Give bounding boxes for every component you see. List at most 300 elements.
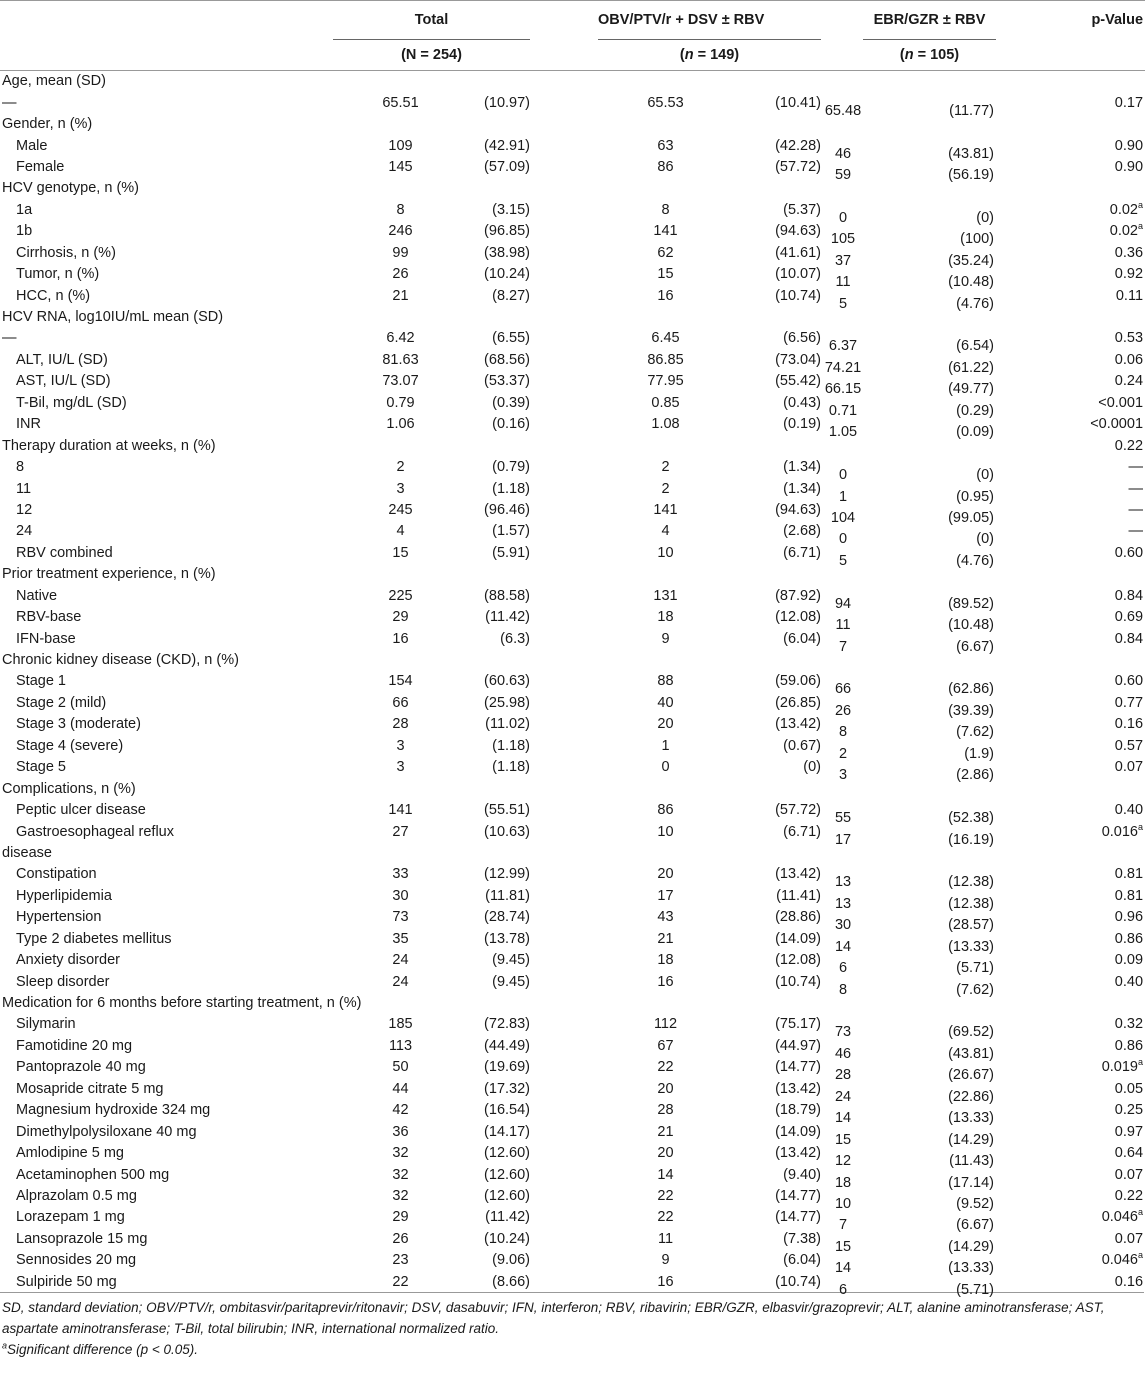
table-row — [0, 392, 1145, 413]
empty-cell — [733, 306, 821, 327]
spacer-cell — [530, 1164, 598, 1185]
row-label: Chronic kidney disease (CKD), n (%) — [2, 652, 239, 669]
obv-pct: (1.34) — [783, 480, 822, 497]
ebr-pct: (11.43) — [949, 1153, 995, 1170]
p-value — [996, 564, 1145, 585]
spacer-cell — [530, 671, 598, 692]
total-pct: (14.17) — [484, 1123, 530, 1140]
total-n: 26 — [392, 1230, 409, 1247]
ebr-n: 15 — [834, 1131, 852, 1148]
row-label: Peptic ulcer disease — [16, 802, 146, 819]
total-n: 33 — [392, 866, 409, 883]
ebr-values — [834, 585, 996, 612]
empty-cell — [468, 778, 530, 799]
obv-n: 22 — [657, 1209, 674, 1226]
ebr-n: 46 — [834, 1045, 852, 1062]
ebr-values — [834, 1164, 996, 1191]
spacer-cell — [530, 242, 598, 263]
ebr-pct: (43.81) — [948, 1045, 995, 1062]
ebr-values — [834, 821, 996, 848]
spacer-cell — [293, 628, 333, 649]
obv-pct: (73.04) — [775, 351, 822, 368]
spacer-cell — [293, 1078, 333, 1099]
table-row — [0, 628, 1145, 649]
total-pct: (11.02) — [485, 716, 530, 733]
obv-n: 0.85 — [651, 394, 680, 411]
ebr-pct: (0.29) — [956, 402, 995, 419]
spacer-cell — [530, 1121, 598, 1142]
p-value — [996, 1121, 1145, 1142]
ebr-values — [838, 949, 996, 977]
row-label: Complications, n (%) — [2, 780, 136, 797]
p-value — [996, 1164, 1145, 1185]
p-value-text: 0.22 — [1114, 1187, 1144, 1204]
spacer-cell — [530, 1228, 598, 1249]
p-value-text: 0.90 — [1114, 137, 1144, 154]
obv-n: 20 — [657, 1080, 674, 1097]
p-value-text: — — [1128, 523, 1144, 540]
ebr-values — [834, 1142, 996, 1170]
obv-n: 18 — [657, 952, 674, 969]
spacer-cell — [293, 649, 333, 670]
total-n: 245 — [388, 501, 413, 518]
empty-cell — [530, 564, 598, 585]
row-label: Stage 2 (mild) — [16, 694, 107, 711]
table-row — [0, 949, 1145, 970]
empty-cell — [333, 435, 468, 456]
total-n: 81.63 — [382, 351, 419, 368]
ebr-values — [824, 371, 996, 398]
total-pct: (16.54) — [484, 1102, 530, 1119]
ebr-values — [830, 221, 996, 248]
p-value — [996, 649, 1145, 670]
table-row — [0, 1228, 1145, 1249]
ebr-n: 55 — [834, 810, 852, 827]
p-value — [996, 671, 1145, 692]
ebr-values — [834, 799, 996, 827]
spacer-cell — [530, 949, 598, 970]
total-n: 8 — [396, 201, 405, 218]
ebr-values — [828, 414, 996, 441]
spacer-cell — [293, 242, 333, 263]
obv-n: 86 — [657, 158, 674, 175]
spacer-cell — [293, 971, 333, 992]
empty-cell — [733, 778, 821, 799]
row-label: Prior treatment experience, n (%) — [2, 566, 216, 583]
ebr-n: 13 — [834, 874, 852, 891]
row-label: Acetaminophen 500 mg — [16, 1166, 170, 1183]
spacer-cell — [293, 1185, 333, 1206]
total-n: 21 — [392, 287, 409, 304]
empty-cell — [733, 564, 821, 585]
spacer-cell — [293, 928, 333, 949]
obv-n: 141 — [653, 501, 678, 518]
ebr-pct: (100) — [960, 231, 995, 248]
total-n: 141 — [388, 802, 413, 819]
table-row — [0, 714, 1145, 735]
col-header-pvalue: p-Value — [1091, 12, 1144, 29]
spacer-cell — [293, 1207, 333, 1228]
row-label: Hypertension — [16, 909, 102, 926]
p-value — [996, 885, 1145, 906]
total-n: 2 — [396, 459, 405, 476]
ebr-pct: (99.05) — [948, 509, 995, 526]
empty-cell — [598, 992, 733, 1013]
total-n: 225 — [388, 587, 413, 604]
obv-pct: (42.28) — [775, 137, 822, 154]
p-value-text: 0.16 — [1114, 716, 1144, 733]
total-pct: (38.98) — [484, 244, 530, 261]
table-row — [0, 1207, 1145, 1228]
row-label: Sleep disorder — [16, 973, 110, 990]
obv-n: 10 — [657, 823, 674, 840]
table-row — [0, 371, 1145, 392]
spacer-cell — [530, 263, 598, 284]
spacer-cell — [293, 478, 333, 499]
spacer-cell — [293, 414, 333, 435]
table-row — [0, 1100, 1145, 1121]
ebr-n: 7 — [838, 638, 848, 655]
obv-pct: (10.74) — [775, 973, 822, 990]
p-value — [996, 199, 1145, 220]
obv-pct: (1.34) — [783, 459, 822, 476]
table-row — [0, 1035, 1145, 1056]
row-label: Silymarin — [16, 1016, 76, 1033]
spacer-cell — [530, 328, 598, 349]
empty-cell — [733, 435, 821, 456]
ebr-pct: (89.52) — [948, 595, 995, 612]
p-value — [996, 864, 1145, 885]
ebr-pct: (52.38) — [948, 810, 995, 827]
table-row — [0, 221, 1145, 242]
ebr-pct: (62.86) — [948, 681, 995, 698]
obv-n: 88 — [657, 673, 674, 690]
ebr-n: 105 — [830, 231, 856, 248]
ebr-n: 8 — [838, 981, 848, 998]
obv-pct: (9.40) — [783, 1166, 822, 1183]
obv-pct: (0) — [803, 759, 822, 776]
ebr-values — [828, 392, 996, 419]
total-pct: (0.39) — [492, 394, 530, 411]
p-value-text: 0.86 — [1114, 1037, 1144, 1054]
ebr-values — [834, 885, 996, 912]
total-n: 15 — [392, 544, 409, 561]
ebr-values — [834, 1185, 996, 1212]
row-label: Therapy duration at weeks, n (%) — [2, 437, 216, 454]
row-label: 12 — [16, 501, 33, 518]
total-n: 50 — [392, 1059, 409, 1076]
ebr-n: 6.37 — [828, 338, 858, 355]
p-value-text: 0.84 — [1114, 630, 1144, 647]
ebr-values — [838, 757, 996, 784]
row-label: T-Bil, mg/dL (SD) — [16, 394, 127, 411]
spacer-cell — [530, 1271, 598, 1292]
empty-cell — [598, 178, 733, 199]
p-value — [996, 1078, 1145, 1099]
obv-pct: (14.77) — [775, 1059, 822, 1076]
ebr-values — [835, 606, 996, 634]
p-value-text: 0.84 — [1114, 587, 1144, 604]
total-n: 27 — [392, 823, 409, 840]
spacer-cell — [293, 456, 333, 477]
total-pct: (6.3) — [500, 630, 530, 647]
total-n: 109 — [388, 137, 413, 154]
row-label: Medication for 6 months before starting treatment, n (%) — [2, 995, 362, 1012]
empty-cell — [333, 564, 468, 585]
ebr-n: 11 — [835, 274, 851, 291]
ebr-values — [838, 714, 996, 741]
table-row — [0, 971, 1145, 992]
row-label: RBV-base — [16, 609, 82, 626]
spacer-cell — [293, 221, 333, 242]
total-n: 44 — [392, 1080, 409, 1097]
p-value — [996, 156, 1145, 177]
p-value-text: 0.69 — [1114, 609, 1144, 626]
ebr-n: 5 — [838, 552, 848, 569]
spacer-cell — [293, 1057, 333, 1078]
ebr-pct: (16.19) — [948, 831, 995, 848]
p-value-text: 0.90 — [1114, 158, 1144, 175]
table-row — [0, 285, 1145, 306]
p-value — [996, 1057, 1145, 1078]
ebr-pct: (10.48) — [948, 617, 995, 634]
p-value-text: 0.92 — [1114, 266, 1144, 283]
empty-cell — [333, 778, 468, 799]
p-value — [996, 1035, 1145, 1056]
empty-cell — [530, 842, 598, 863]
ebr-values — [834, 1057, 996, 1084]
empty-cell — [468, 435, 530, 456]
total-pct: (1.18) — [492, 480, 530, 497]
spacer-cell — [530, 392, 598, 413]
table-row — [0, 799, 1145, 820]
obv-n: 1 — [661, 737, 670, 754]
row-label: RBV combined — [16, 544, 113, 561]
spacer-cell — [293, 1121, 333, 1142]
ebr-values — [838, 285, 996, 312]
spacer-cell — [293, 735, 333, 756]
total-pct: (8.66) — [492, 1273, 530, 1290]
p-value-text: 0.64 — [1114, 1145, 1144, 1162]
spacer-cell — [530, 521, 598, 542]
total-pct: (55.51) — [484, 802, 530, 819]
ebr-n: 5 — [838, 295, 848, 312]
col-header-obv: OBV/PTV/r + DSV ± RBV — [598, 1, 821, 40]
empty-cell — [733, 71, 821, 92]
empty-cell — [530, 306, 598, 327]
empty-cell — [468, 113, 530, 134]
obv-n: 131 — [653, 587, 678, 604]
ebr-n: 18 — [834, 1174, 852, 1191]
spacer-cell — [530, 285, 598, 306]
spacer-cell — [530, 757, 598, 778]
ebr-n: 24 — [834, 1088, 852, 1105]
obv-n: 16 — [657, 1273, 674, 1290]
spacer-cell — [530, 735, 598, 756]
obv-n: 17 — [657, 887, 674, 904]
total-n: 36 — [392, 1123, 409, 1140]
obv-n: 21 — [657, 930, 674, 947]
obv-pct: (14.77) — [775, 1187, 822, 1204]
p-value — [996, 692, 1145, 713]
obv-n: 20 — [657, 1145, 674, 1162]
ebr-pct: (13.33) — [948, 938, 995, 955]
ebr-values — [838, 456, 996, 484]
total-n: 73 — [392, 909, 409, 926]
empty-cell — [733, 113, 821, 134]
table-row — [0, 821, 1145, 842]
p-value-text: 0.32 — [1114, 1016, 1144, 1033]
spacer-cell — [530, 156, 598, 177]
spacer-cell — [293, 156, 333, 177]
ebr-pct: (13.33) — [948, 1110, 995, 1127]
spacer-cell — [293, 542, 333, 563]
row-label: HCV RNA, log10IU/mL mean (SD) — [2, 309, 224, 326]
obv-pct: (14.77) — [775, 1209, 822, 1226]
total-n: 154 — [388, 673, 413, 690]
p-value — [996, 928, 1145, 949]
obv-n: 10 — [657, 544, 674, 561]
spacer-cell — [530, 885, 598, 906]
significance-marker: a — [1138, 821, 1144, 832]
p-value-text: 0.07 — [1114, 1166, 1144, 1183]
ebr-n: 30 — [834, 917, 852, 934]
obv-n: 22 — [657, 1187, 674, 1204]
row-label: Alprazolam 0.5 mg — [16, 1187, 137, 1204]
row-label: — — [2, 330, 17, 347]
obv-n: 18 — [657, 609, 674, 626]
empty-cell — [598, 113, 733, 134]
ebr-pct: (6.67) — [956, 1217, 995, 1234]
spacer-cell — [293, 1035, 333, 1056]
ebr-values — [828, 328, 996, 355]
empty-cell — [468, 564, 530, 585]
obv-pct: (0.19) — [783, 416, 822, 433]
spacer-cell — [530, 585, 598, 606]
ebr-pct: (61.22) — [948, 359, 995, 376]
table-row — [0, 156, 1145, 177]
p-value — [996, 135, 1145, 156]
col-subheader-total: (N = 254) — [401, 47, 462, 63]
total-pct: (88.58) — [484, 587, 530, 604]
spacer-cell — [530, 499, 598, 520]
p-value — [996, 1142, 1145, 1163]
row-label: Native — [16, 587, 58, 604]
p-value-text: 0.60 — [1114, 544, 1144, 561]
table-row — [0, 885, 1145, 906]
obv-pct: (44.97) — [775, 1037, 822, 1054]
p-value-text: — — [1128, 459, 1144, 476]
ebr-n: 0 — [838, 531, 848, 548]
col-subheader-obv: (n = 149) — [679, 47, 740, 63]
p-value — [996, 735, 1145, 756]
total-pct: (1.18) — [492, 737, 530, 754]
obv-n: 4 — [661, 523, 670, 540]
spacer-cell — [293, 671, 333, 692]
row-label: AST, IU/L (SD) — [16, 373, 111, 390]
row-label: INR — [16, 416, 41, 433]
table-row — [0, 199, 1145, 220]
p-value — [996, 1014, 1145, 1035]
ebr-pct: (1.9) — [964, 745, 995, 762]
ebr-n: 6 — [838, 960, 848, 977]
empty-cell — [598, 71, 733, 92]
ebr-values — [834, 928, 996, 955]
ebr-n: 13 — [834, 895, 852, 912]
obv-n: 20 — [657, 866, 674, 883]
row-label: Amlodipine 5 mg — [16, 1145, 124, 1162]
ebr-values — [834, 1014, 996, 1041]
p-value — [996, 71, 1145, 92]
total-n: 1.06 — [386, 416, 415, 433]
p-value-text: 0.77 — [1114, 694, 1144, 711]
spacer-cell — [293, 1100, 333, 1121]
total-pct: (8.27) — [492, 287, 530, 304]
ebr-n: 2 — [838, 745, 848, 762]
col-header-total: Total — [333, 1, 530, 40]
row-label: Gender, n (%) — [2, 116, 93, 133]
table-row — [0, 521, 1145, 542]
table-row — [0, 414, 1145, 435]
obv-n: 16 — [657, 973, 674, 990]
p-value-text: 0.40 — [1114, 802, 1144, 819]
row-label: Stage 4 (severe) — [16, 737, 124, 754]
ebr-values — [838, 628, 996, 655]
p-value-text: 0.07 — [1114, 1230, 1144, 1247]
ebr-values — [824, 92, 996, 119]
table-row — [0, 1250, 1145, 1271]
obv-pct: (12.08) — [775, 609, 822, 626]
table-row — [0, 907, 1145, 928]
ebr-values — [838, 1207, 996, 1234]
row-label: ALT, IU/L (SD) — [16, 351, 108, 368]
spacer-cell — [293, 349, 333, 370]
obv-pct: (13.42) — [775, 1080, 822, 1097]
ebr-pct: (5.71) — [956, 1281, 995, 1298]
obv-n: 2 — [661, 459, 670, 476]
obv-pct: (6.71) — [783, 544, 822, 561]
significance-marker: a — [1138, 200, 1144, 211]
p-value-text: 0.81 — [1114, 866, 1144, 883]
p-value — [996, 1250, 1145, 1271]
total-pct: (6.55) — [492, 330, 530, 347]
ebr-pct: (0) — [976, 531, 995, 548]
obv-n: 21 — [657, 1123, 674, 1140]
ebr-pct: (17.14) — [948, 1174, 995, 1191]
obv-n: 14 — [657, 1166, 674, 1183]
obv-pct: (18.79) — [775, 1102, 822, 1119]
empty-cell — [530, 778, 598, 799]
empty-cell — [468, 992, 530, 1013]
ebr-pct: (22.86) — [948, 1088, 995, 1105]
total-pct: (9.45) — [492, 973, 530, 990]
empty-cell — [468, 842, 530, 863]
spacer-cell — [293, 135, 333, 156]
col-header-ebr: EBR/GZR ± RBV — [863, 1, 996, 40]
p-value — [996, 92, 1145, 113]
p-value-text: 0.06 — [1114, 351, 1144, 368]
spacer-cell — [293, 907, 333, 928]
ebr-pct: (0) — [976, 209, 995, 226]
obv-pct: (10.41) — [775, 94, 822, 111]
empty-cell — [733, 649, 821, 670]
ebr-n: 94 — [834, 595, 852, 612]
footnote-significance: $^a$Significant difference (p < 0.05). — [2, 1340, 198, 1358]
row-label: Dimethylpolysiloxane 40 mg — [16, 1123, 197, 1140]
total-n: 3 — [396, 759, 405, 776]
row-label: Famotidine 20 mg — [16, 1037, 133, 1054]
empty-cell — [530, 71, 598, 92]
